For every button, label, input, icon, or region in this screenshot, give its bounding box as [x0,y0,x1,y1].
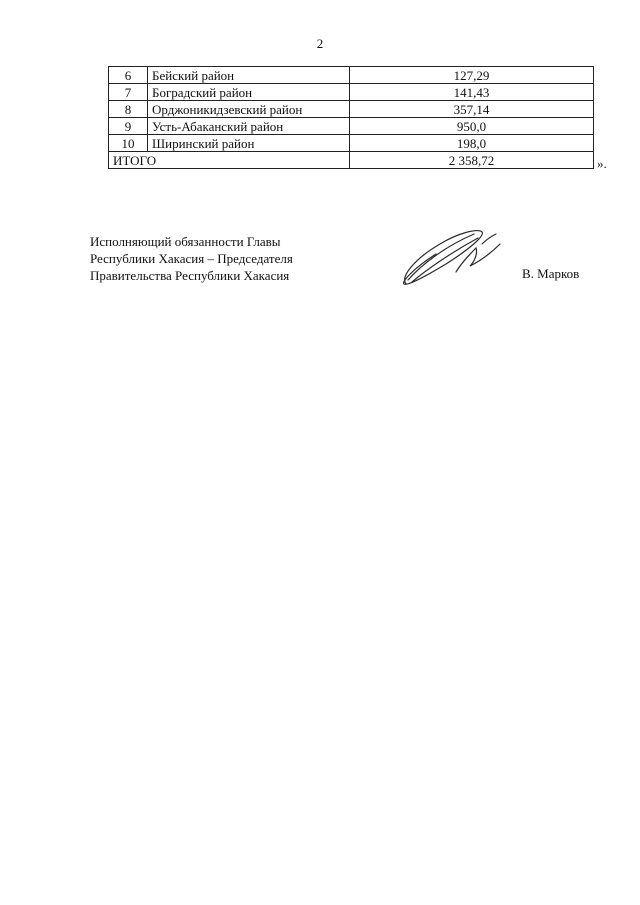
signer-name: В. Марков [522,266,580,281]
district-value: 198,0 [350,135,594,152]
table-row [109,67,594,84]
district-value: 127,29 [350,67,594,84]
row-number: 6 [109,67,148,84]
district-name: Ширинский район [148,135,350,152]
total-label: ИТОГО [109,152,350,169]
closing-quote: ». [597,156,607,171]
district-name: Боградский район [148,84,350,101]
handwritten-signature [396,214,506,292]
table-row [109,101,594,118]
page-number: 2 [316,36,324,51]
total-value: 2 358,72 [350,152,594,169]
signature-block [90,233,293,284]
row-number: 7 [109,84,148,101]
district-name: Орджоникидзевский район [148,101,350,118]
district-value: 141,43 [350,84,594,101]
row-number: 10 [109,135,148,152]
district-name: Бейский район [148,67,350,84]
row-number: 8 [109,101,148,118]
signatory-title-line2: Республики Хакасия – Председателя [90,251,293,266]
district-name: Усть-Абаканский район [148,118,350,135]
signatory-title-line3: Правительства Республики Хакасия [90,268,290,283]
total-row [109,152,594,169]
table-row [109,118,594,135]
row-number: 9 [109,118,148,135]
district-table [108,66,594,169]
table-row [109,84,594,101]
signatory-title-line1: Исполняющий обязанности Главы [90,234,281,249]
district-value: 357,14 [350,101,594,118]
table-row [109,135,594,152]
district-value: 950,0 [350,118,594,135]
